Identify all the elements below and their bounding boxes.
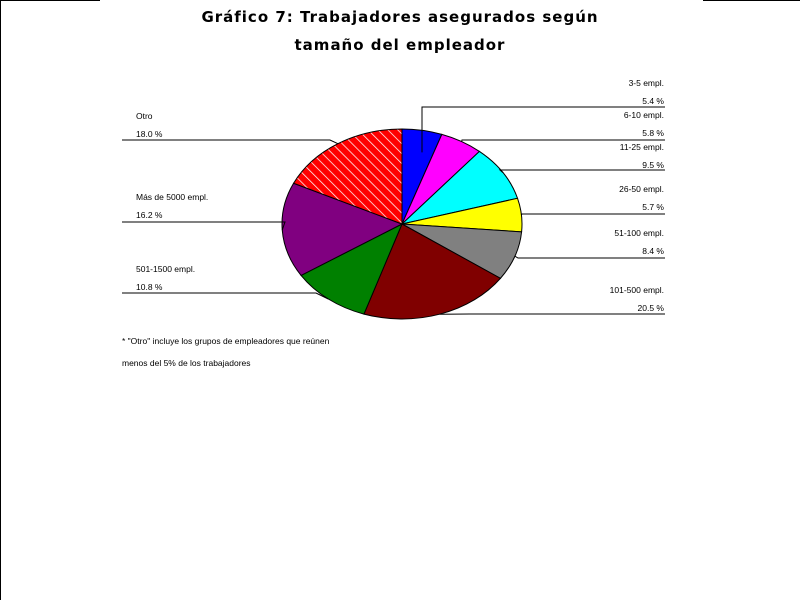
slice-label-11-25 — [620, 142, 664, 170]
leader-line-4 — [522, 214, 666, 215]
slice-name: 6-10 empl. — [623, 110, 664, 120]
slice-label-6-10 — [624, 110, 664, 138]
slice-name: 51-100 empl. — [614, 228, 664, 238]
slice-pct: 8.4 % — [642, 246, 664, 256]
slice-pct: 18.0 % — [136, 129, 163, 139]
slice-label-26-50 — [619, 184, 664, 212]
slice-label-501-1500 — [136, 264, 195, 292]
slice-name: 26-50 empl. — [619, 184, 664, 194]
slice-pct: 20.5 % — [637, 303, 664, 313]
slice-pct: 10.8 % — [136, 282, 163, 292]
chart-title-line1: Gráfico 7: Trabajadores asegurados según — [201, 8, 599, 26]
slice-pct: 5.4 % — [642, 96, 664, 106]
slice-pct: 5.7 % — [642, 202, 664, 212]
slice-label-3-5 — [629, 78, 664, 106]
leader-line-9 — [122, 140, 338, 144]
chart-title-line2: tamaño del empleador — [294, 36, 506, 54]
slice-label-101-500 — [610, 285, 664, 313]
footnote-line1: * "Otro" incluye los grupos de empleadores que reúnen — [122, 336, 330, 346]
leader-line-3 — [500, 170, 665, 173]
leader-line-5 — [515, 256, 665, 258]
slice-name: Más de 5000 empl. — [136, 192, 209, 202]
slice-name: 3-5 empl. — [628, 78, 664, 88]
slice-pct: 9.5 % — [642, 160, 664, 170]
slice-name: 501-1500 empl. — [136, 264, 196, 274]
slice-name: Otro — [136, 111, 153, 121]
leader-line-7 — [122, 293, 328, 299]
slice-name: 11-25 empl. — [619, 142, 664, 152]
leader-line-8 — [122, 222, 285, 230]
footnote-line2: menos del 5% de los trabajadores — [122, 358, 251, 368]
slice-label-51-100 — [614, 228, 664, 256]
slice-name: 101-500 empl. — [609, 285, 664, 295]
slice-pct: 16.2 % — [136, 210, 163, 220]
slice-pct: 5.8 % — [642, 128, 664, 138]
slice-label-otro — [136, 111, 162, 139]
slice-label-mas-de-5000 — [136, 192, 208, 220]
